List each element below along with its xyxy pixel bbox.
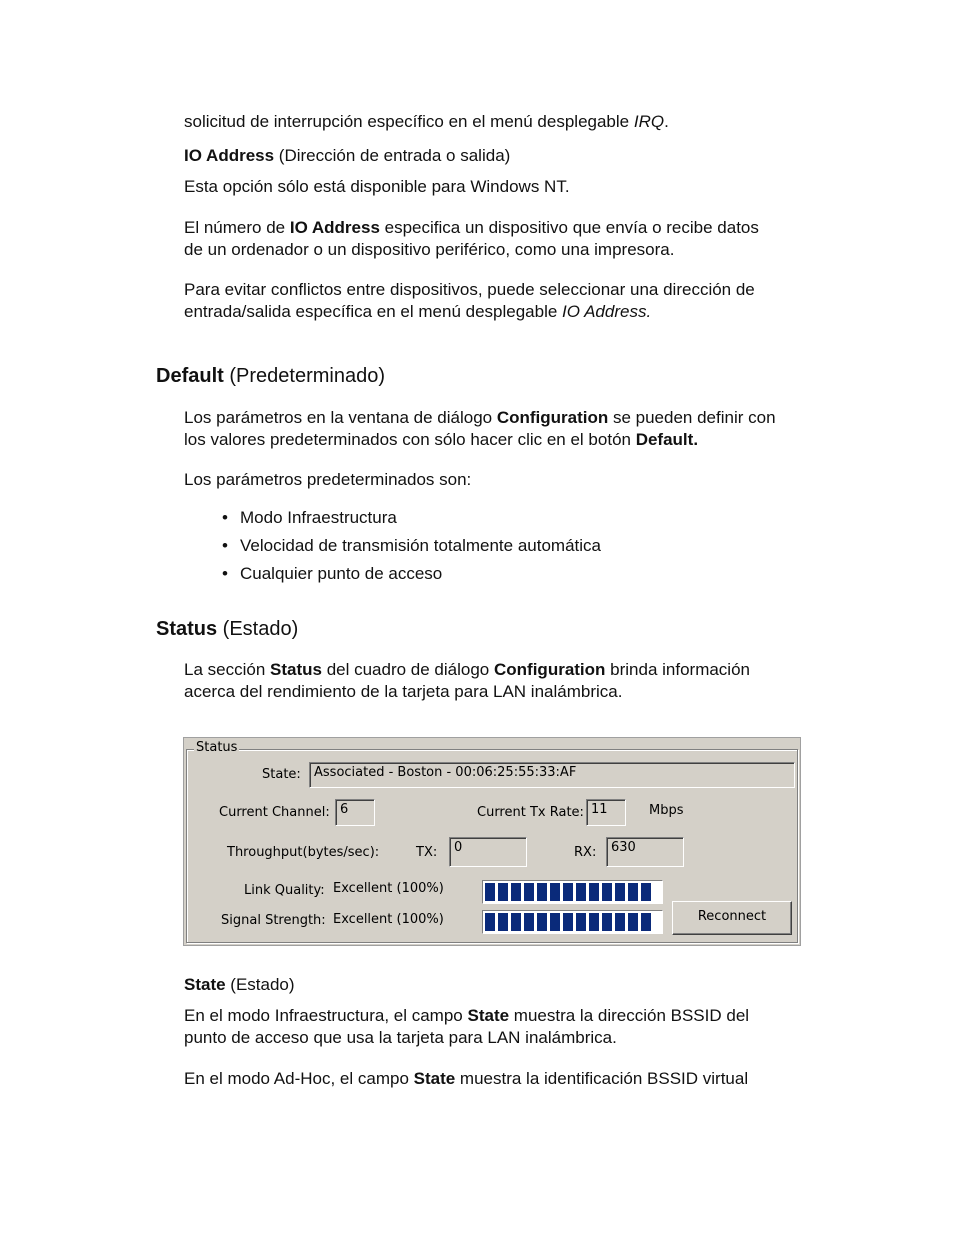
level-segment [589,913,599,931]
bullet-icon: • [222,536,228,555]
io-description-paragraph: El número de IO Address especifica un dispositivo que envía o recibe datos de un ordenador o un dispositivo periférico, como una impresora. [184,218,759,259]
status-group-title: Status [196,740,238,755]
list-item: • Cualquier punto de acceso [222,564,443,583]
level-segment [524,913,534,931]
level-segment [563,883,573,901]
signal-strength-label: Signal Strength: [221,913,326,928]
level-segment [498,883,508,901]
signal-strength-value: Excellent (100%) [333,912,444,927]
tx-field: 0 [449,837,527,867]
io-address-heading: IO Address (Dirección de entrada o salida) [184,146,511,165]
rx-label: RX: [574,845,597,860]
level-segment [576,913,586,931]
rx-field: 630 [606,837,684,867]
level-segment [537,913,547,931]
level-segment [615,913,625,931]
io-availability-paragraph: Esta opción sólo está disponible para Windows NT. [184,177,570,196]
default-heading: Default (Predeterminado) [156,365,385,387]
irq-paragraph: solicitud de interrupción específico en el menú desplegable IRQ. [184,112,669,131]
level-segment [537,883,547,901]
list-item: • Velocidad de transmisión totalmente automática [222,536,601,555]
bullet-icon: • [222,508,228,527]
level-segment [550,913,560,931]
tx-rate-unit: Mbps [649,803,684,818]
level-segment [641,883,651,901]
default-description-paragraph: Los parámetros en la ventana de diálogo Configuration se pueden definir con los valores predeterminados con sólo hacer clic en el botón Default. [184,408,776,449]
reconnect-button[interactable]: Reconnect [672,901,792,935]
list-item: • Modo Infraestructura [222,508,397,527]
throughput-label: Throughput(bytes/sec): [227,845,380,860]
level-segment [576,883,586,901]
level-segment [511,883,521,901]
level-segment [550,883,560,901]
link-quality-label: Link Quality: [244,883,325,898]
state-infrastructure-paragraph: En el modo Infraestructura, el campo State muestra la dirección BSSID del punto de acceso que usa la tarjeta para LAN inalámbrica. [184,1006,750,1047]
link-quality-bar [482,880,663,904]
level-segment [485,883,495,901]
level-segment [615,883,625,901]
current-tx-rate-field: 11 [586,799,626,826]
status-heading: Status (Estado) [156,618,299,640]
level-segment [511,913,521,931]
level-segment [563,913,573,931]
level-segment [602,913,612,931]
level-segment [602,883,612,901]
current-channel-field: 6 [335,799,375,826]
irq-term: IRQ [633,112,665,131]
level-segment [498,913,508,931]
state-adhoc-paragraph: En el modo Ad-Hoc, el campo State muestra la identificación BSSID virtual [184,1069,749,1088]
status-dialog [183,737,801,946]
link-quality-value: Excellent (100%) [333,881,444,896]
level-segment [628,913,638,931]
level-segment [628,883,638,901]
io-conflict-paragraph: Para evitar conflictos entre dispositivos, puede seleccionar una dirección de entrada/salida específica en el menú desplegable IO Address. [184,280,755,321]
current-channel-label: Current Channel: [219,805,330,820]
level-segment [641,913,651,931]
state-heading: State (Estado) [184,975,295,994]
level-segment [589,883,599,901]
current-tx-rate-label: Current Tx Rate: [477,805,584,820]
default-list-intro: Los parámetros predeterminados son: [184,470,472,489]
bullet-icon: • [222,564,228,583]
signal-strength-bar [482,910,663,934]
level-segment [524,883,534,901]
default-parameters-list [222,507,601,591]
tx-label: TX: [416,845,438,860]
status-description-paragraph: La sección Status del cuadro de diálogo Configuration brinda información acerca del rendimiento de la tarjeta para LAN inalámbrica. [184,660,750,701]
state-label: State: [262,767,301,782]
state-field: Associated - Boston - 00:06:25:55:33:AF [309,762,795,788]
level-segment [485,913,495,931]
